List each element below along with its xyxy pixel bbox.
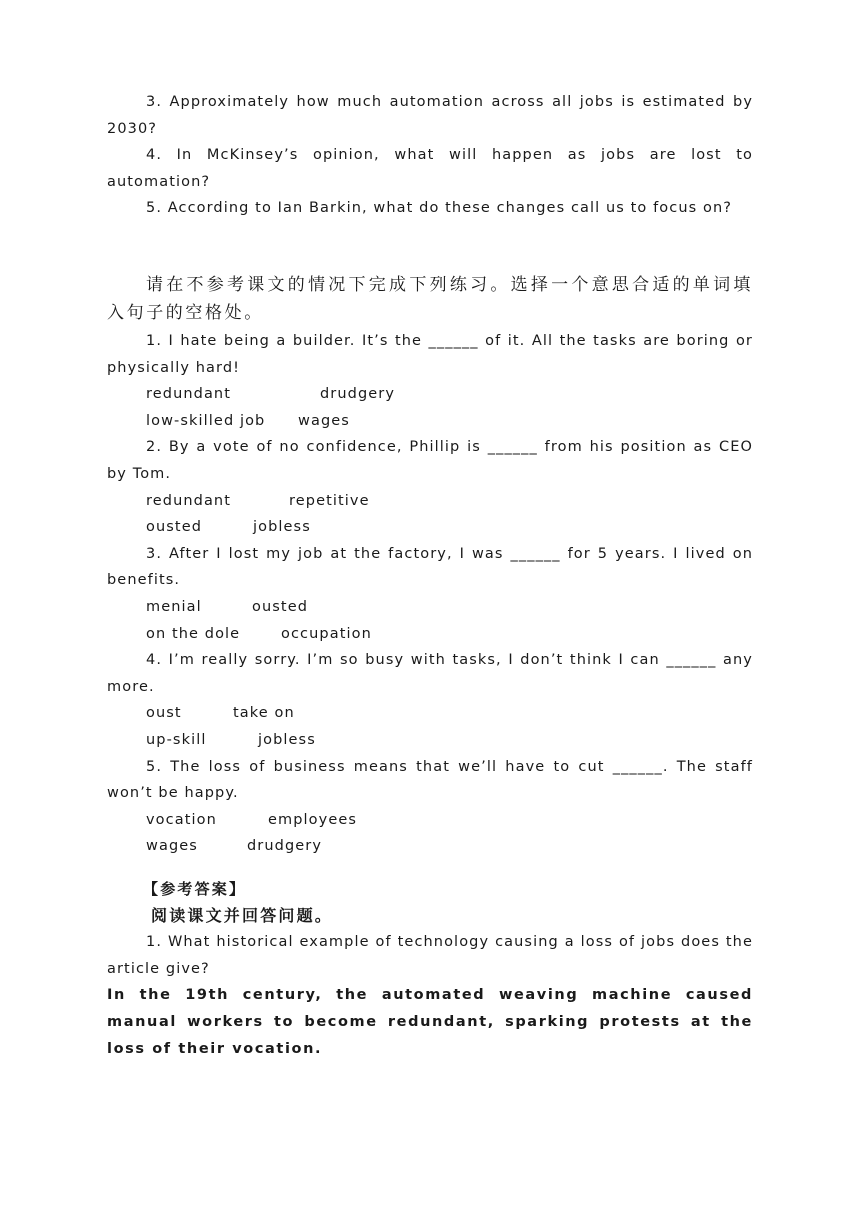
option: drudgery (247, 838, 323, 855)
option: ousted (146, 519, 203, 536)
question-4: 4. In McKinsey’s opinion, what will happen as jobs are lost to automation? (107, 147, 753, 190)
option-row (107, 727, 753, 754)
comprehension-questions (107, 89, 753, 222)
answer-question-1: 1. What historical example of technology causing a loss of jobs does the article give? (107, 934, 753, 977)
exercise-sentence: 4. I’m really sorry. I’m so busy with tasks, I don’t think I can ______ any more. (107, 652, 753, 695)
option-row (107, 408, 753, 435)
vocabulary-exercise (107, 272, 753, 860)
option: on the dole (146, 625, 241, 642)
option-row (107, 833, 753, 860)
option: drudgery (320, 386, 396, 403)
exercise-sentence: 3. After I lost my job at the factory, I was ______ for 5 years. I lived on benefits. (107, 545, 753, 589)
answer-section (107, 876, 753, 1062)
answer-1: In the 19th century, the automated weaving machine caused manual workers to become redundant, sparking protests at the loss of their vocation. (107, 987, 753, 1057)
option-row (107, 381, 753, 408)
option-row (107, 488, 753, 515)
option-row (107, 594, 753, 621)
exercise-sentence: 2. By a vote of no confidence, Phillip is ______ from his position as CEO by Tom. (107, 439, 753, 482)
question-3: 3. Approximately how much automation across all jobs is estimated by 2030? (107, 94, 753, 137)
option: menial (146, 598, 202, 615)
exercise-item-1 (107, 328, 753, 434)
exercise-item-2 (107, 434, 753, 540)
option: wages (146, 838, 198, 855)
option: take on (233, 705, 295, 722)
option: up-skill (146, 731, 207, 748)
option-row (107, 700, 753, 727)
answers-title: 【参考答案】 (143, 880, 247, 898)
option: occupation (281, 625, 372, 642)
option: ousted (252, 598, 309, 615)
answers-subtitle: 阅读课文并回答问题。 (151, 905, 334, 925)
option: employees (268, 811, 358, 828)
exercise-item-5 (107, 754, 753, 860)
option-row (107, 621, 753, 648)
option: low-skilled job (146, 412, 266, 429)
option: redundant (146, 386, 232, 403)
exercise-sentence: 1. I hate being a builder. It’s the ______ of it. All the tasks are boring or physically hard! (107, 333, 753, 376)
exercise-item-3 (107, 541, 753, 647)
exercise-instruction: 请在不参考课文的情况下完成下列练习。选择一个意思合适的单词填入句子的空格处。 (107, 275, 753, 323)
option: vocation (146, 811, 217, 828)
option: redundant (146, 492, 232, 509)
exercise-item-4 (107, 647, 753, 753)
option-row (107, 514, 753, 541)
option-row (107, 807, 753, 834)
exercise-sentence: 5. The loss of business means that we’ll have to cut ______. The staff won’t be happy. (107, 758, 753, 802)
option: oust (146, 705, 182, 722)
option: jobless (258, 731, 316, 748)
option: jobless (253, 519, 311, 536)
question-5: 5. According to Ian Barkin, what do these changes call us to focus on? (146, 200, 733, 217)
option: wages (298, 412, 350, 429)
option: repetitive (289, 492, 370, 509)
